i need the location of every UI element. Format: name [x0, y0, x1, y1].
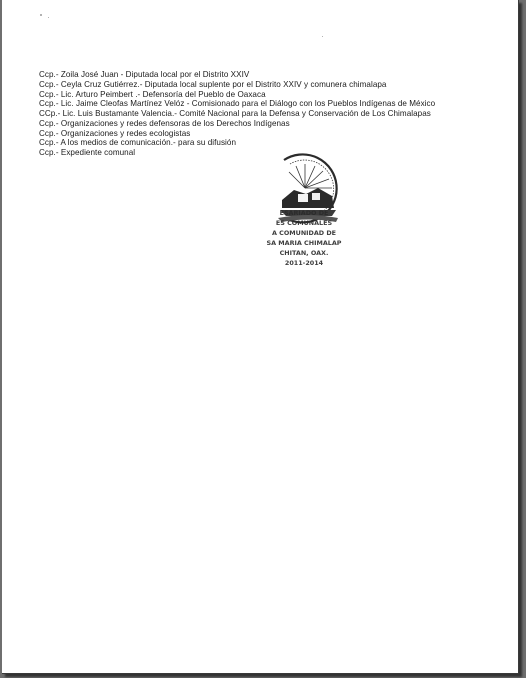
cc-line: Ccp.- Ceyla Cruz Gutiérrez.- Diputada local suplente por el Distrito XXIV y comunera chimalapa [39, 79, 387, 89]
cc-line: Ccp.- Organizaciones y redes ecologistas [39, 128, 191, 138]
cc-line: Ccp.- Expediente comunal [39, 148, 136, 157]
cc-line: Ccp.- Lic. Arturo Peimbert .- Defensoría del Pueblo de Oaxaca [39, 89, 266, 99]
seal-text-line: 2011-2014 [284, 259, 324, 267]
seal-text-line: A COMUNIDAD DE [271, 229, 337, 237]
seal-text-line: SA MARIA CHIMALAP [266, 239, 342, 247]
cc-line: CCp.- Lic. Luis Bustamante Valencia.- Comité Nacional para la Defensa y Conservación de Los Chimalapas [39, 109, 431, 118]
seal-text-line: ESARIADO DE [279, 209, 329, 217]
seal-text-line: ES COMUNALES [275, 219, 333, 227]
scan-speck [40, 14, 42, 16]
scan-speck [322, 36, 323, 37]
cc-line: Ccp.- Organizaciones y redes defensoras de los Derechos Indígenas [39, 118, 290, 128]
seal-text-block [263, 208, 345, 268]
cc-line: Ccp.- Lic. Jaime Cleofas Martínez Velóz - Comisionado para el Diálogo con los Pueblos Indígenas de México [39, 99, 436, 109]
seal-text-line: CHITAN, OAX. [279, 249, 329, 257]
carbon-copy-list [39, 70, 435, 158]
scan-speck [48, 17, 49, 18]
cc-line: Ccp.- A los medios de comunicación.- para su difusión [39, 138, 236, 148]
cc-line: Ccp.- Zoila José Juan - Diputada local por el Distrito XXIV [39, 70, 250, 79]
document-page [2, 0, 519, 674]
